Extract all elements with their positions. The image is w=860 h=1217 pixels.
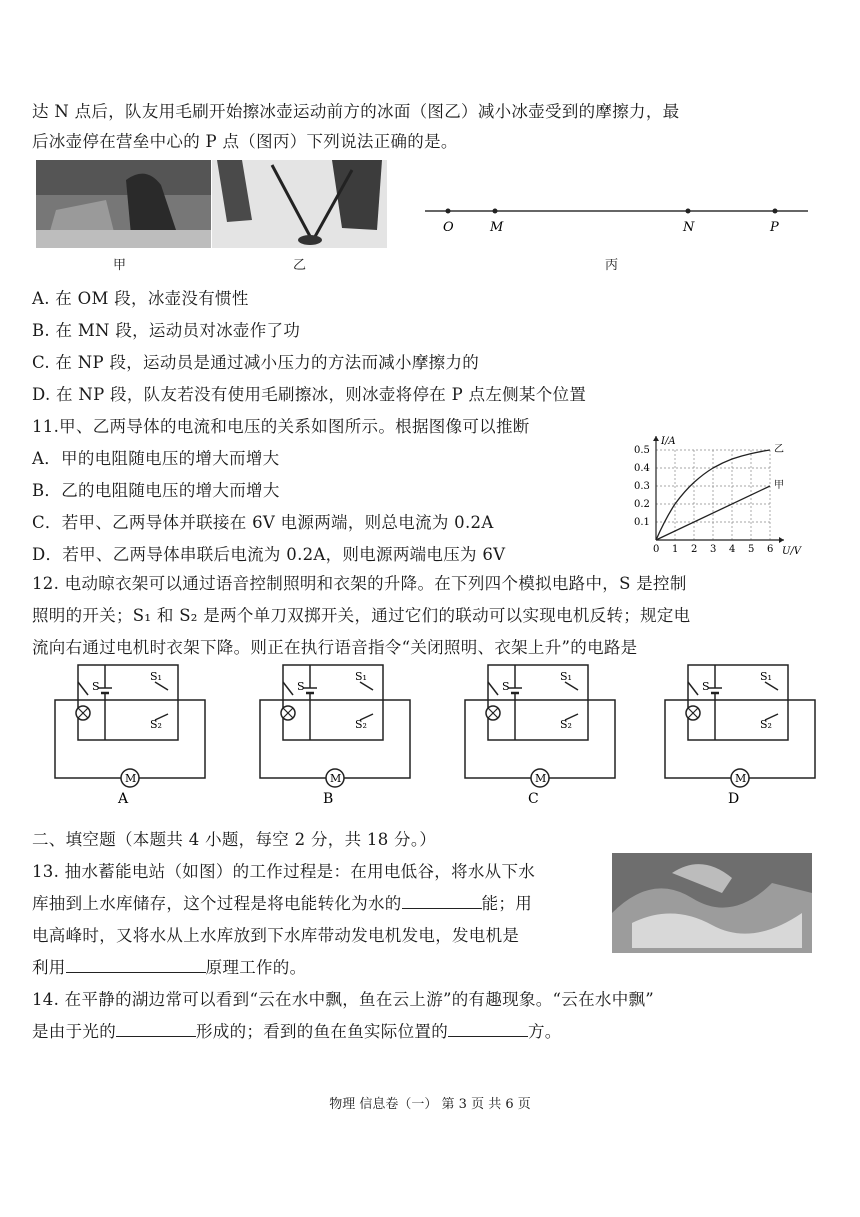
x-tick-label: 3 <box>710 544 717 555</box>
q13-blank-2[interactable] <box>66 958 206 973</box>
q13-line-3: 电高峰时，又将水从上水库放到下水库带动发电机发电，发电机是 <box>32 926 520 945</box>
q10-option-c: C. 在 NP 段，运动员是通过减小压力的方法而减小摩擦力的 <box>32 353 480 372</box>
circuit-b-s-label: S <box>297 680 305 693</box>
q10-option-d: D. 在 NP 段，队友若没有使用毛刷擦冰，则冰壶将停在 P 点左侧某个位置 <box>32 385 587 404</box>
y-axis-arrow <box>653 436 659 441</box>
circuit-a-label: A <box>118 791 129 807</box>
q14-line-2c: 方。 <box>528 1022 562 1041</box>
x-tick-label: 5 <box>748 544 755 555</box>
q11-option-b: B．乙的电阻随电压的增大而增大 <box>32 481 280 500</box>
point-o-label: O <box>443 220 454 235</box>
circuit-b-label: B <box>323 791 334 807</box>
circuit-c-s1-label: S₁ <box>560 670 572 683</box>
q10-option-a: A. 在 OM 段，冰壶没有惯性 <box>32 289 249 308</box>
caption-jia: 甲 <box>113 258 127 273</box>
pumped-storage-photo <box>612 853 812 953</box>
circuit-a-s1-label: S₁ <box>150 670 162 683</box>
x-tick-label: 2 <box>691 544 698 555</box>
circuit-a-s2-label: S₂ <box>150 718 162 731</box>
y-tick-label: 0.4 <box>634 463 650 474</box>
circuit-c <box>465 665 615 807</box>
circuit-c-s2-label: S₂ <box>560 718 572 731</box>
point-m-dot <box>493 209 498 214</box>
q12-line-3: 流向右通过电机时衣架下降。则正在执行语音指令“关闭照明、衣架上升”的电路是 <box>32 638 638 657</box>
circuit-b-motor-label: M <box>330 772 342 785</box>
q13-blank-1[interactable] <box>402 894 482 909</box>
q11-stem: 11.甲、乙两导体的电流和电压的关系如图所示。根据图像可以推断 <box>32 417 530 436</box>
q14-line-1: 14. 在平静的湖边常可以看到“云在水中飘，鱼在云上游”的有趣现象。“云在水中飘” <box>32 990 655 1009</box>
q14-line-2 <box>32 1018 562 1042</box>
circuit-c-motor-label: M <box>535 772 547 785</box>
q14-blank-2[interactable] <box>448 1022 528 1037</box>
curling-photo-jia <box>36 160 211 248</box>
q13-line-2b: 能；用 <box>481 894 533 913</box>
x-tick-label: 4 <box>729 544 736 555</box>
q13-line-4a: 利用 <box>32 958 66 977</box>
circuit-d-s-label: S <box>702 680 710 693</box>
point-p-label: P <box>770 220 779 235</box>
curling-photo-yi-art <box>212 160 387 248</box>
circuit-b-s1-label: S₁ <box>355 670 367 683</box>
y-tick-label: 0.2 <box>634 499 650 510</box>
circuit-c-s-label: S <box>502 680 510 693</box>
x-axis-label: U/V <box>782 546 802 557</box>
x-tick-label: 0 <box>653 544 660 555</box>
caption-yi: 乙 <box>293 258 307 273</box>
intro-line-2: 后冰壶停在营垒中心的 P 点（图丙）下列说法正确的是。 <box>32 132 458 151</box>
circuit-d-s1-label: S₁ <box>760 670 772 683</box>
circuit-a-s-label: S <box>92 680 100 693</box>
q12-line-1: 12. 电动晾衣架可以通过语音控制照明和衣架的升降。在下列四个模拟电路中，S 是控制 <box>32 574 687 593</box>
pumped-storage-photo-art <box>612 853 812 953</box>
y-tick-label: 0.5 <box>634 445 650 456</box>
q14-blank-1[interactable] <box>116 1022 196 1037</box>
curling-photo-yi <box>212 160 387 248</box>
q13-line-4b: 原理工作的。 <box>205 958 307 977</box>
point-p-dot <box>773 209 778 214</box>
q14-line-2b: 形成的；看到的鱼在鱼实际位置的 <box>196 1022 448 1041</box>
q10-option-b: B. 在 MN 段，运动员对冰壶作了功 <box>32 321 301 340</box>
circuit-d-s2-label: S₂ <box>760 718 772 731</box>
y-axis-label: I/A <box>661 436 676 447</box>
q13-line-4 <box>32 954 306 978</box>
y-tick-label: 0.3 <box>634 481 650 492</box>
q11-option-d: D．若甲、乙两导体串联后电流为 0.2A，则电源两端电压为 6V <box>32 545 506 564</box>
q14-line-2a: 是由于光的 <box>32 1022 116 1041</box>
point-n-dot <box>686 209 691 214</box>
circuit-d-motor-label: M <box>735 772 747 785</box>
x-tick-label: 1 <box>672 544 679 555</box>
point-n-label: N <box>683 220 695 235</box>
circuit-b <box>260 665 410 807</box>
curling-photo-jia-art <box>36 160 211 248</box>
q13-line-1: 13. 抽水蓄能电站（如图）的工作过程是：在用电低谷，将水从下水 <box>32 862 536 881</box>
x-axis-arrow <box>779 537 784 543</box>
section-2-heading: 二、填空题（本题共 4 小题，每空 2 分，共 18 分。） <box>32 830 437 849</box>
page-footer: 物理 信息卷（一） 第 3 页 共 6 页 <box>329 1097 531 1112</box>
circuit-d <box>665 665 815 807</box>
circuit-c-label: C <box>528 791 539 807</box>
x-tick-label: 6 <box>767 544 774 555</box>
iu-graph <box>622 432 802 562</box>
point-m-label: M <box>490 220 504 235</box>
q11-option-c: C．若甲、乙两导体并联接在 6V 电源两端，则总电流为 0.2A <box>32 513 494 532</box>
point-o-dot <box>446 209 451 214</box>
series-label-yi: 乙 <box>774 444 784 455</box>
circuit-a-motor-label: M <box>125 772 137 785</box>
q13-line-2 <box>32 890 532 914</box>
q11-option-a: A．甲的电阻随电压的增大而增大 <box>32 449 280 468</box>
y-tick-label: 0.1 <box>634 517 650 528</box>
circuit-d-label: D <box>728 791 740 807</box>
curling-track-diagram <box>420 198 820 258</box>
intro-line-1: 达 N 点后，队友用毛刷开始擦冰壶运动前方的冰面（图乙）减小冰壶受到的摩擦力，最 <box>32 102 680 121</box>
q12-line-2: 照明的开关；S₁ 和 S₂ 是两个单刀双掷开关，通过它们的联动可以实现电机反转；规定电 <box>32 606 691 625</box>
caption-bing: 丙 <box>605 258 619 273</box>
circuit-a <box>55 665 205 807</box>
series-label-jia: 甲 <box>774 480 784 491</box>
circuit-diagrams <box>40 660 840 810</box>
circuit-b-s2-label: S₂ <box>355 718 367 731</box>
q13-line-2a: 库抽到上水库储存，这个过程是将电能转化为水的 <box>32 894 402 913</box>
